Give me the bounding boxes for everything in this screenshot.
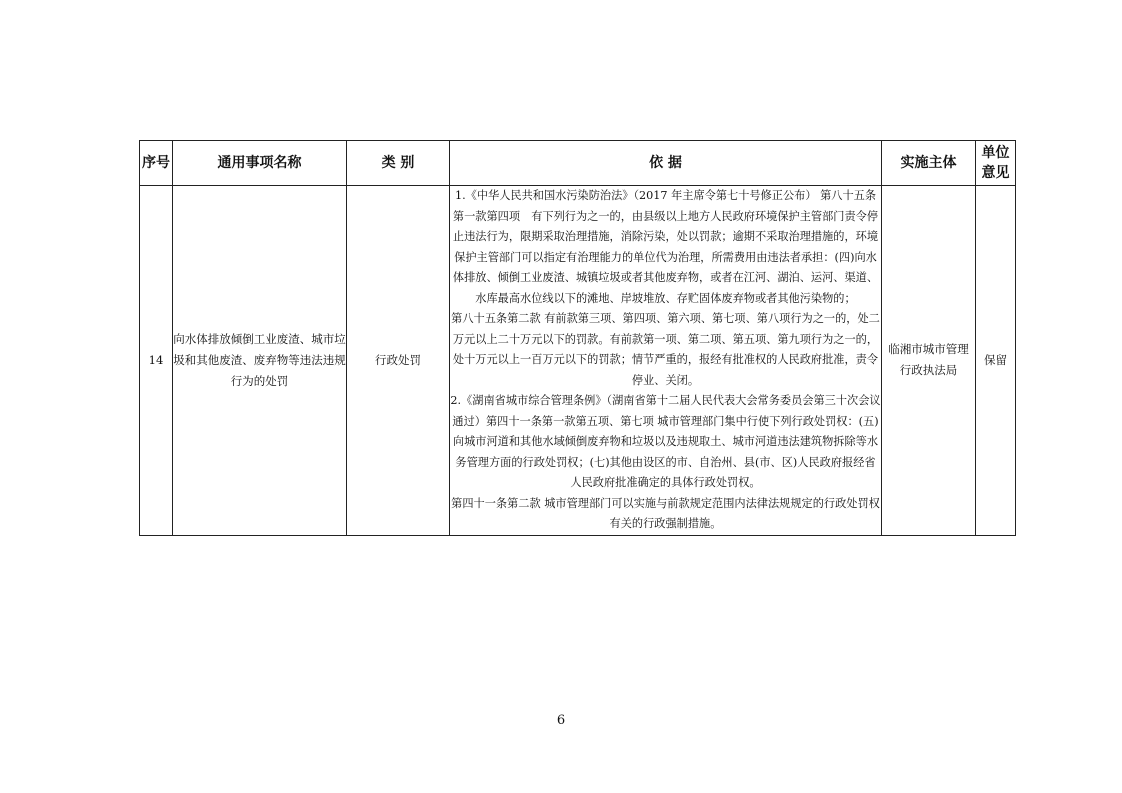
- basis-paragraph: 1.《中华人民共和国水污染防治法》（2017 年主席令第七十号修正公布） 第八十五条第一款第四项 有下列行为之一的，由县级以上地方人民政府环境保护主管部门责令停止违法行为，限期采取治理措施，消除污染，处以罚款；逾期不采取治理措施的，环境保护主管部门可以指定有治理能力的单位代为治理，所需费用由违法者承担：(四)向水体排放、倾倒工业废渣、城镇垃圾或者其他废弃物，或者在江河、湖泊、运河、渠道、水库最高水位线以下的滩地、岸坡堆放、存贮固体废弃物或者其他污染物的；: [452, 189, 879, 305]
- header-seq: 序号: [140, 141, 173, 186]
- table-row: [140, 186, 1016, 536]
- cell-subject: 临湘市城市管理行政执法局: [882, 186, 976, 536]
- cell-seq: 14: [140, 186, 173, 536]
- header-basis: 依 据: [450, 141, 882, 186]
- basis-paragraph: 第四十一条第二款 城市管理部门可以实施与前款规定范围内法律法规规定的行政处罚权有关的行政强制措施。: [451, 496, 880, 530]
- header-row: [140, 141, 1016, 186]
- cell-category: 行政处罚: [347, 186, 450, 536]
- page-number: 6: [556, 713, 566, 728]
- header-opinion: 单位意见: [976, 141, 1016, 186]
- cell-name: 向水体排放倾倒工业废渣、城市垃圾和其他废渣、废弃物等违法违规行为的处罚: [173, 186, 347, 536]
- header-name: 通用事项名称: [173, 141, 347, 186]
- header-subject: 实施主体: [882, 141, 976, 186]
- basis-paragraph: 2.《湖南省城市综合管理条例》（湖南省第十二届人民代表大会常务委员会第三十次会议通过）第四十一条第一款第五项、第七项 城市管理部门集中行使下列行政处罚权：(五)向城市河道和其他水域倾倒废弃物和垃圾以及违规取土、城市河道违法建筑物拆除等水务管理方面的行政处罚权；(七)其他由设区的市、自治州、县(市、区)人民政府报经省人民政府批准确定的具体行政处罚权。: [450, 394, 881, 489]
- header-category: 类 别: [347, 141, 450, 186]
- cell-basis: [450, 186, 882, 536]
- basis-paragraph: 第八十五条第二款 有前款第三项、第四项、第六项、第七项、第八项行为之一的，处二万元以上二十万元以下的罚款。有前款第一项、第二项、第五项、第九项行为之一的，处十万元以上一百万元以下的罚款；情节严重的，报经有批准权的人民政府批准，责令停业、关闭。: [451, 312, 880, 387]
- matters-table: [139, 140, 1016, 536]
- cell-opinion: 保留: [976, 186, 1016, 536]
